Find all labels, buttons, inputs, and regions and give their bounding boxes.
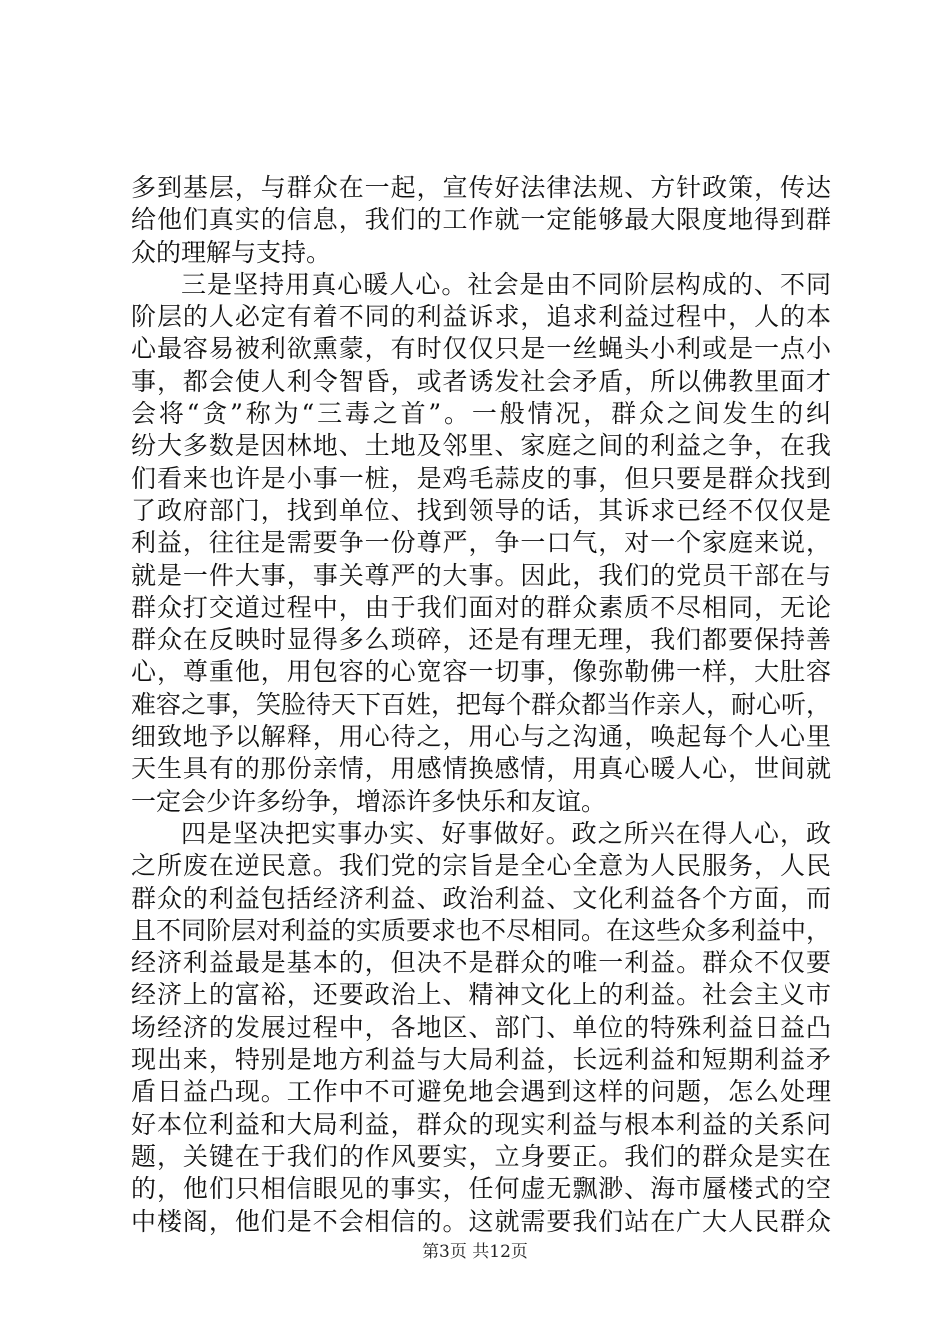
paragraph [131,818,831,1238]
text-line: 天生具有的那份亲情，用感情换感情，用真心暖人心，世间就 [131,754,831,784]
text-line: 群众在反映时显得多么琐碎，还是有理无理，我们都要保持善 [131,625,831,655]
text-line: 群众打交道过程中，由于我们面对的群众素质不尽相同，无论 [131,592,831,622]
text-line: 且不同阶层对利益的实质要求也不尽相同。在这些众多利益中， [131,915,832,945]
text-line: 四是坚决把实事办实、好事做好。政之所兴在得人心，政 [181,818,831,848]
text-line: 的，他们只相信眼见的事实，任何虚无飘渺、海市蜃楼式的空 [131,1174,831,1204]
text-line: 心，尊重他，用包容的心宽容一切事，像弥勒佛一样，大肚容 [131,657,831,687]
text-line: 事，都会使人利令智昏，或者诱发社会矛盾，所以佛教里面才 [131,366,831,396]
text-line: 纷大多数是因林地、土地及邻里、家庭之间的利益之争，在我 [131,431,831,461]
text-line: 一定会少许多纷争，增添许多快乐和友谊。 [131,786,607,816]
text-line: 盾日益凸现。工作中不可避免地会遇到这样的问题，怎么处理 [131,1077,831,1107]
text-line: 经济利益最是基本的，但决不是群众的唯一利益。群众不仅要 [131,948,831,978]
text-line: 心最容易被利欲熏蒙，有时仅仅只是一丝蝇头小利或是一点小 [131,334,831,364]
paragraph [131,269,831,818]
text-line: 现出来，特别是地方利益与大局利益，长远利益和短期利益矛 [131,1045,831,1075]
text-line: 好本位利益和大局利益，群众的现实利益与根本利益的关系问 [131,1109,831,1139]
text-line: 题，关键在于我们的作风要实，立身要正。我们的群众是实在 [131,1141,831,1171]
paragraph [131,172,831,269]
text-line: 们看来也许是小事一桩，是鸡毛蒜皮的事，但只要是群众找到 [131,463,831,493]
text-line: 细致地予以解释，用心待之，用心与之沟通，唤起每个人心里 [131,722,831,752]
text-line: 群众的利益包括经济利益、政治利益、文化利益各个方面，而 [131,883,831,913]
document-body [131,172,831,1238]
text-line: 就是一件大事，事关尊严的大事。因此，我们的党员干部在与 [131,560,831,590]
text-line: 三是坚持用真心暖人心。社会是由不同阶层构成的、不同 [181,269,831,299]
text-line: 之所废在逆民意。我们党的宗旨是全心全意为人民服务，人民 [131,851,831,881]
text-line: 场经济的发展过程中，各地区、部门、单位的特殊利益日益凸 [131,1012,831,1042]
text-line: 难容之事，笑脸待天下百姓，把每个群众都当作亲人，耐心听， [131,689,832,719]
text-line: 阶层的人必定有着不同的利益诉求，追求利益过程中，人的本 [131,302,831,332]
text-line: 众的理解与支持。 [131,237,332,267]
text-line: 中楼阁，他们是不会相信的。这就需要我们站在广大人民群众 [131,1206,831,1236]
text-line: 利益，往往是需要争一份尊严，争一口气，对一个家庭来说， [131,528,831,558]
page-number-footer: 第3页 共12页 [422,1242,528,1262]
text-line: 会将“贪”称为“三毒之首”。一般情况，群众之间发生的纠 [131,399,831,429]
text-line: 了政府部门，找到单位、找到领导的话，其诉求已经不仅仅是 [131,495,831,525]
text-line: 多到基层，与群众在一起，宣传好法律法规、方针政策，传达 [131,173,831,202]
text-line: 经济上的富裕，还要政治上、精神文化上的利益。社会主义市 [131,980,831,1010]
text-line: 给他们真实的信息，我们的工作就一定能够最大限度地得到群 [131,205,831,235]
